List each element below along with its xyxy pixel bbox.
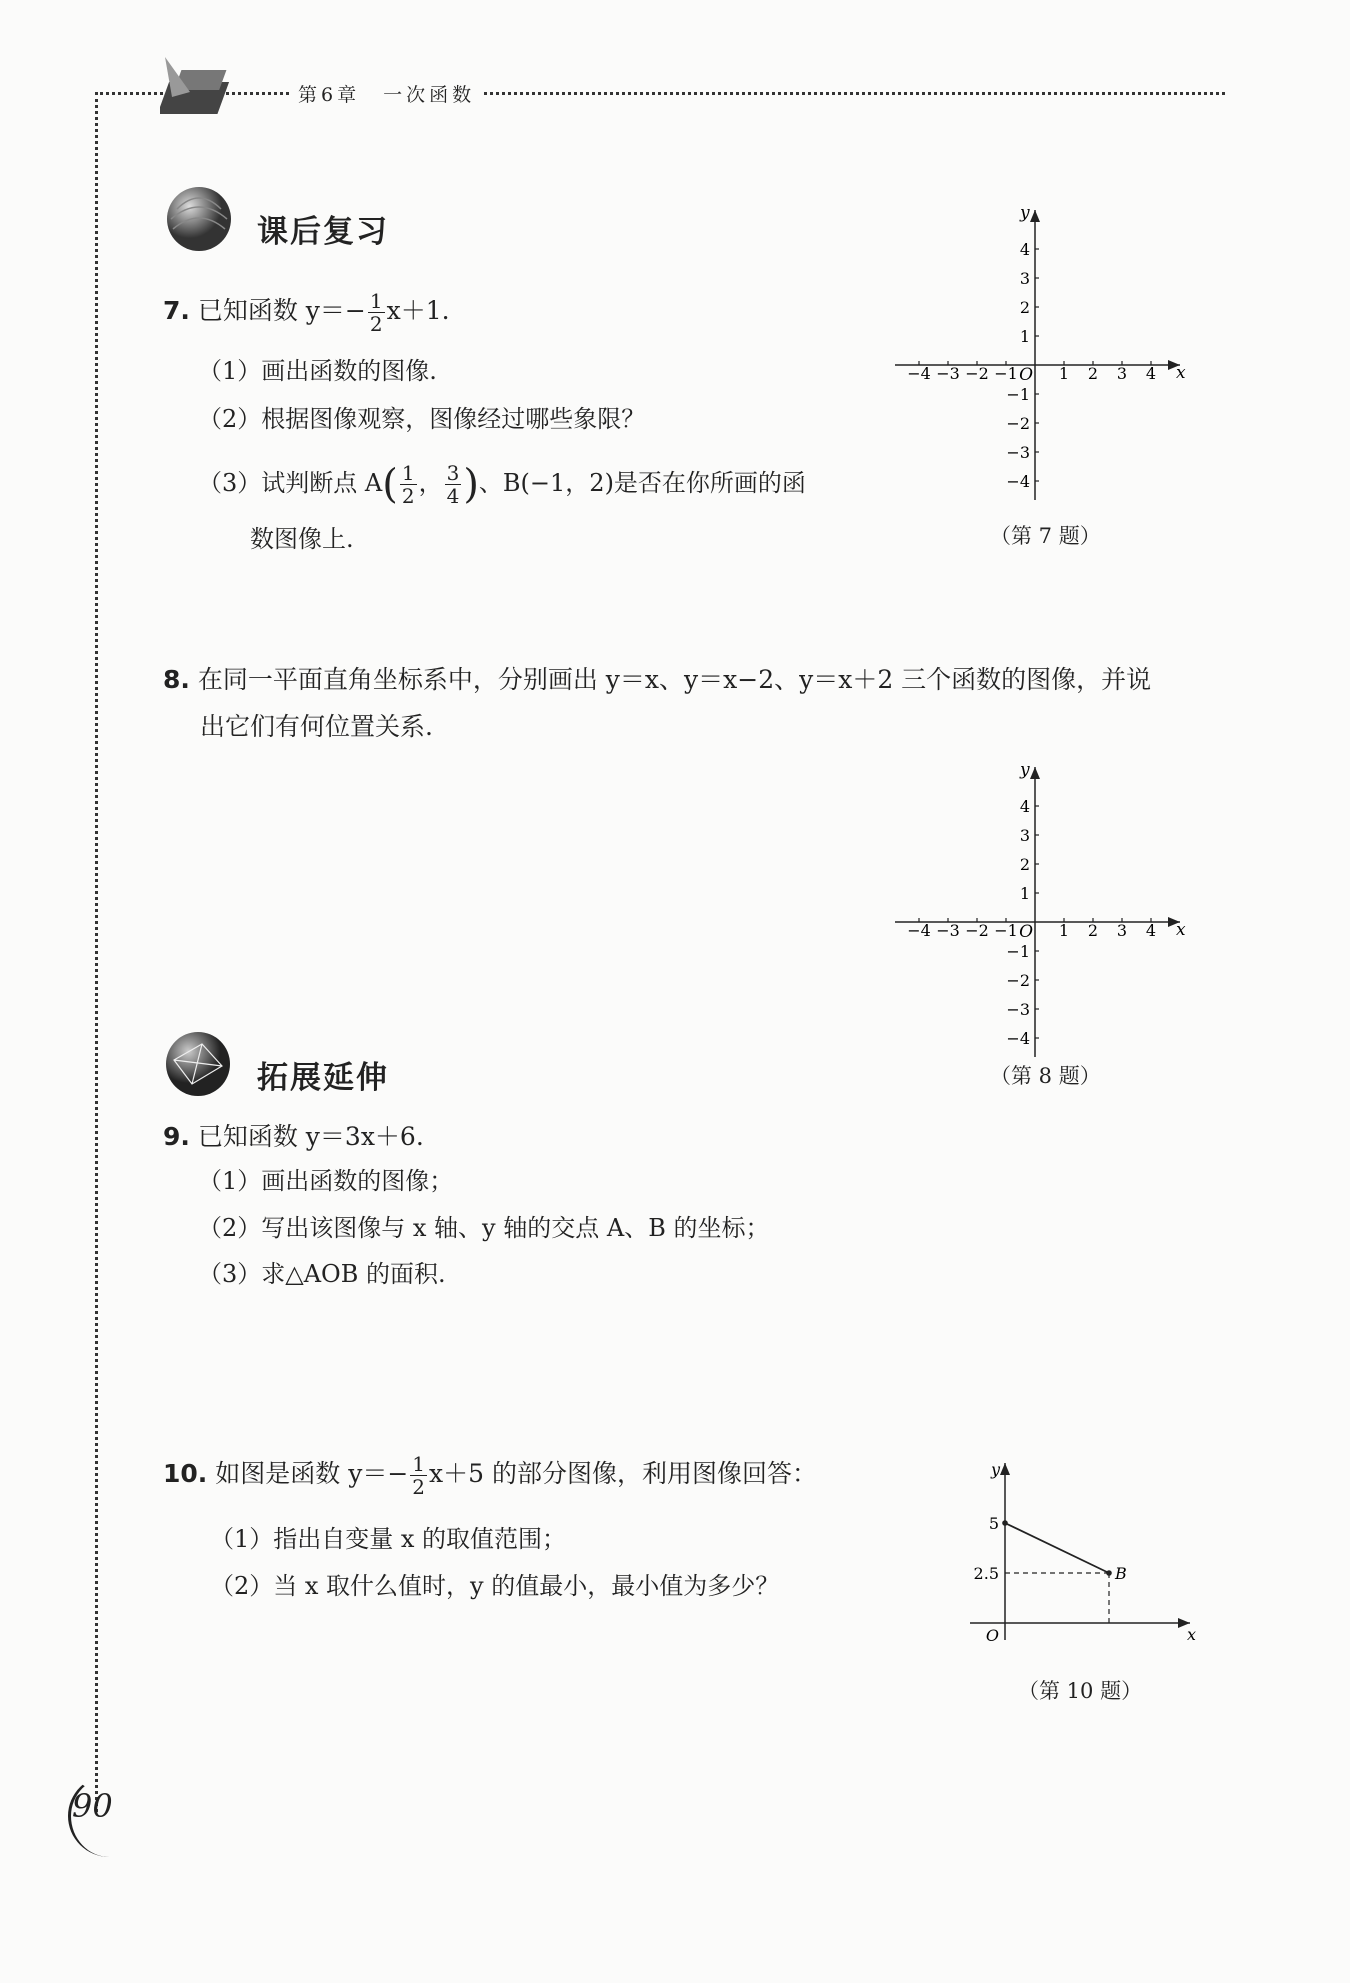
q7-intro-tail: x＋1. — [386, 296, 450, 325]
q7-part-3-cont: 数图像上. — [250, 525, 354, 553]
page-number: 90 — [72, 1787, 113, 1825]
x-tick-label: 4 — [1145, 921, 1157, 940]
paren-close: ) — [463, 461, 479, 508]
y-tick-label: 1 — [1019, 327, 1030, 346]
q7-part-2: （2）根据图像观察，图像经过哪些象限？ — [198, 405, 646, 433]
numerator: 3 — [446, 461, 460, 485]
fraction — [400, 462, 417, 507]
q10-caption: （第 10 题） — [1018, 1679, 1143, 1703]
x-tick-label: 2 — [1087, 364, 1099, 383]
question-10-intro — [163, 1453, 817, 1498]
q7-part-3: （3）试判断点 A( $\frac{1}{2}$ ， $\frac{3}{4}$ )、B(−1，2)是否在你所画的函 — [198, 461, 806, 508]
section-title-review: 课后复习 — [257, 214, 389, 250]
question-number: 10. — [163, 1459, 208, 1488]
fraction — [410, 1453, 427, 1498]
numerator: 1 — [412, 1452, 426, 1476]
q8-coordinate-axes — [880, 757, 1200, 1067]
y-tick-label: −1 — [1006, 385, 1030, 404]
numerator: 1 — [401, 461, 415, 485]
question-8-line-1 — [163, 663, 1151, 697]
denominator: 2 — [401, 484, 415, 508]
q7-caption: （第 7 题） — [990, 524, 1101, 548]
section-globe-icon — [163, 185, 238, 260]
y-axis-arrow — [1030, 767, 1040, 779]
x-tick-label: 3 — [1116, 921, 1128, 940]
x-tick-label: −2 — [965, 921, 989, 940]
q7-p3-b: 、B(−1，2)是否在你所画的函 — [478, 469, 806, 497]
y-tick-label: 2.5 — [973, 1564, 999, 1583]
q7-coordinate-axes — [880, 200, 1200, 510]
q10-part-2: （2）当 x 取什么值时，y 的值最小，最小值为多少？ — [210, 1572, 780, 1600]
x-tick-label: −3 — [936, 921, 960, 940]
margin-dotted-rule — [95, 92, 98, 1812]
y-tick-label: 4 — [1019, 797, 1030, 816]
x-axis-label: x — [1176, 920, 1186, 940]
point-b-label: B — [1115, 1564, 1127, 1583]
origin-label: O — [1019, 922, 1033, 942]
q7-part-1: （1）画出函数的图像. — [198, 357, 437, 385]
fraction — [368, 290, 385, 335]
q7-p3-a: （3）试判断点 A — [198, 469, 383, 497]
y-tick-label: −4 — [1006, 472, 1030, 491]
q7-intro-text: 已知函数 y＝− — [197, 296, 366, 325]
q9-part-3: （3）求△AOB 的面积. — [198, 1260, 446, 1288]
question-number: 9. — [163, 1122, 190, 1151]
y-tick-label: 4 — [1019, 240, 1030, 259]
q8-text: 在同一平面直角坐标系中，分别画出 y＝x、y＝x−2、y＝x＋2 三个函数的图像，并说 — [197, 665, 1152, 694]
q10-intro-tail: x＋5 的部分图像，利用图像回答： — [429, 1459, 817, 1488]
y-axis-label: y — [1020, 760, 1030, 780]
numerator: 1 — [369, 289, 383, 313]
section-title-extension: 拓展延伸 — [257, 1060, 389, 1096]
x-tick-label: −2 — [965, 364, 989, 383]
y-tick-label: −3 — [1006, 443, 1030, 462]
y-axis-arrow — [1000, 1463, 1010, 1475]
q9-intro-text: 已知函数 y＝3x＋6. — [197, 1122, 424, 1151]
x-tick-label: −4 — [907, 364, 931, 383]
chapter-logo-icon — [160, 52, 255, 127]
section-network-icon — [162, 1030, 237, 1105]
x-tick-label: 2 — [1087, 921, 1099, 940]
x-tick-label: 3 — [1116, 364, 1128, 383]
origin-label: O — [1019, 365, 1033, 385]
x-axis-label: x — [1187, 1625, 1197, 1644]
x-tick-label: 1 — [1058, 364, 1070, 383]
q10-line-chart — [955, 1455, 1205, 1655]
denominator: 2 — [369, 312, 383, 336]
y-tick-label: −2 — [1006, 414, 1030, 433]
y-tick-label: −1 — [1006, 942, 1030, 961]
denominator: 2 — [412, 1475, 426, 1499]
q9-part-2: （2）写出该图像与 x 轴、y 轴的交点 A、B 的坐标； — [198, 1214, 770, 1242]
q10-part-1: （1）指出自变量 x 的取值范围； — [210, 1525, 567, 1553]
x-tick-label: −1 — [994, 921, 1018, 940]
y-tick-label: 3 — [1019, 826, 1030, 845]
header-dotted-rule — [95, 92, 1225, 95]
y-tick-label: 2 — [1019, 855, 1030, 874]
function-segment — [1005, 1523, 1109, 1573]
paren-open: ( — [382, 461, 398, 508]
x-tick-label: −3 — [936, 364, 960, 383]
y-axis-arrow — [1030, 210, 1040, 222]
y-tick-label: −4 — [1006, 1029, 1030, 1048]
question-9-intro — [163, 1120, 424, 1154]
y-tick-label: −2 — [1006, 971, 1030, 990]
question-number: 7. — [163, 296, 190, 325]
start-point — [1002, 1520, 1008, 1526]
x-tick-label: −1 — [994, 364, 1018, 383]
denominator: 4 — [446, 484, 460, 508]
y-tick-label: 3 — [1019, 269, 1030, 288]
question-8-line-2: 出它们有何位置关系. — [200, 712, 433, 741]
fraction — [445, 462, 462, 507]
chapter-title: 第6章 一次函数 — [290, 80, 483, 107]
x-tick-label: −4 — [907, 921, 931, 940]
y-tick-label: 2 — [1019, 298, 1030, 317]
x-axis-label: x — [1176, 363, 1186, 383]
x-tick-label: 4 — [1145, 364, 1157, 383]
question-number: 8. — [163, 665, 190, 694]
origin-label: O — [985, 1626, 999, 1645]
q9-part-1: （1）画出函数的图像； — [198, 1167, 454, 1195]
y-tick-label: 5 — [988, 1514, 999, 1533]
question-7-intro — [163, 290, 450, 335]
y-axis-label: y — [991, 1460, 1001, 1479]
y-tick-label: −3 — [1006, 1000, 1030, 1019]
y-axis-label: y — [1020, 203, 1030, 223]
q10-intro-text: 如图是函数 y＝− — [215, 1459, 409, 1488]
q8-caption: （第 8 题） — [990, 1064, 1101, 1088]
x-tick-label: 1 — [1058, 921, 1070, 940]
y-tick-label: 1 — [1019, 884, 1030, 903]
